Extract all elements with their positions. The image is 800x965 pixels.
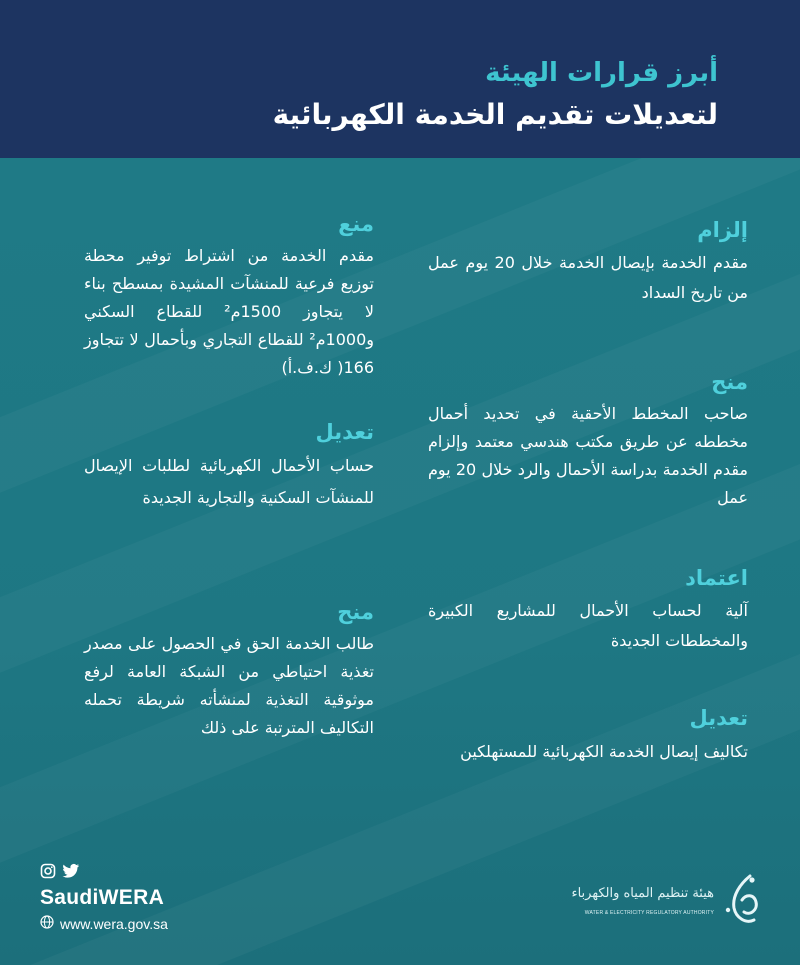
page-title-line2: لتعديلات تقديم الخدمة الكهربائية [272, 98, 718, 131]
decision-block [84, 420, 374, 514]
authority-name-en: WATER & ELECTRICITY REGULATORY AUTHORITY [584, 910, 714, 916]
decision-block [428, 218, 748, 308]
decision-text: مقدم الخدمة من اشتراط توفير محطة توزيع فرعية للمنشآت المشيدة بمسطح بناء لا يتجاوز 1500م² للقطاع السكني و1000م² للقطاع التجاري وبأحمال لا تتجاوز 166( ك.ف.أ) [84, 246, 375, 377]
instagram-icon[interactable] [40, 863, 56, 879]
decision-text: آلية لحساب الأحمال للمشاريع الكبيرة والمخططات الجديدة [428, 601, 748, 650]
authority-logo-icon [720, 870, 764, 928]
decision-text: مقدم الخدمة بإيصال الخدمة خلال 20 يوم عمل من تاريخ السداد [428, 253, 748, 302]
decision-title: منع [338, 212, 374, 236]
decision-block [84, 600, 374, 742]
left-column [84, 0, 374, 965]
decision-text: طالب الخدمة الحق في الحصول على مصدر تغذية احتياطي من الشبكة العامة لرفع موثوقية التغذية لمنشأته شريطة تحمله التكاليف المترتبة على ذلك [84, 634, 374, 737]
authority-logo [571, 870, 764, 930]
decision-title: تعديل [689, 706, 748, 730]
decision-text: حساب الأحمال الكهربائية لطلبات الإيصال للمنشآت السكنية والتجارية الجديدة [84, 456, 374, 507]
decision-block [428, 566, 748, 656]
decision-block [428, 370, 748, 512]
footer-social [40, 862, 168, 933]
brand-handle: SaudiWERA [40, 886, 165, 909]
decision-title: تعديل [315, 420, 374, 444]
twitter-icon[interactable] [62, 863, 78, 879]
authority-name-ar: هيئة تنظيم المياه والكهرباء [571, 886, 714, 901]
decision-title: اعتماد [685, 566, 748, 590]
decision-title: إلزام [697, 218, 748, 242]
right-column [428, 0, 748, 965]
decision-block [84, 212, 374, 382]
decision-title: منح [337, 600, 374, 624]
decision-title: منح [711, 370, 748, 394]
globe-icon [40, 914, 54, 933]
page-title-line1: أبرز قرارات الهيئة [485, 58, 718, 88]
website-link[interactable]: www.wera.gov.sa [60, 915, 168, 932]
decision-block [428, 706, 748, 768]
decision-text: تكاليف إيصال الخدمة الكهربائية للمستهلكين [460, 742, 748, 761]
decision-text: صاحب المخطط الأحقية في تحديد أحمال مخططه عن طريق مكتب هندسي معتمد وإلزام مقدم الخدمة بدراسة الأحمال والرد خلال 20 يوم عمل [428, 404, 748, 507]
